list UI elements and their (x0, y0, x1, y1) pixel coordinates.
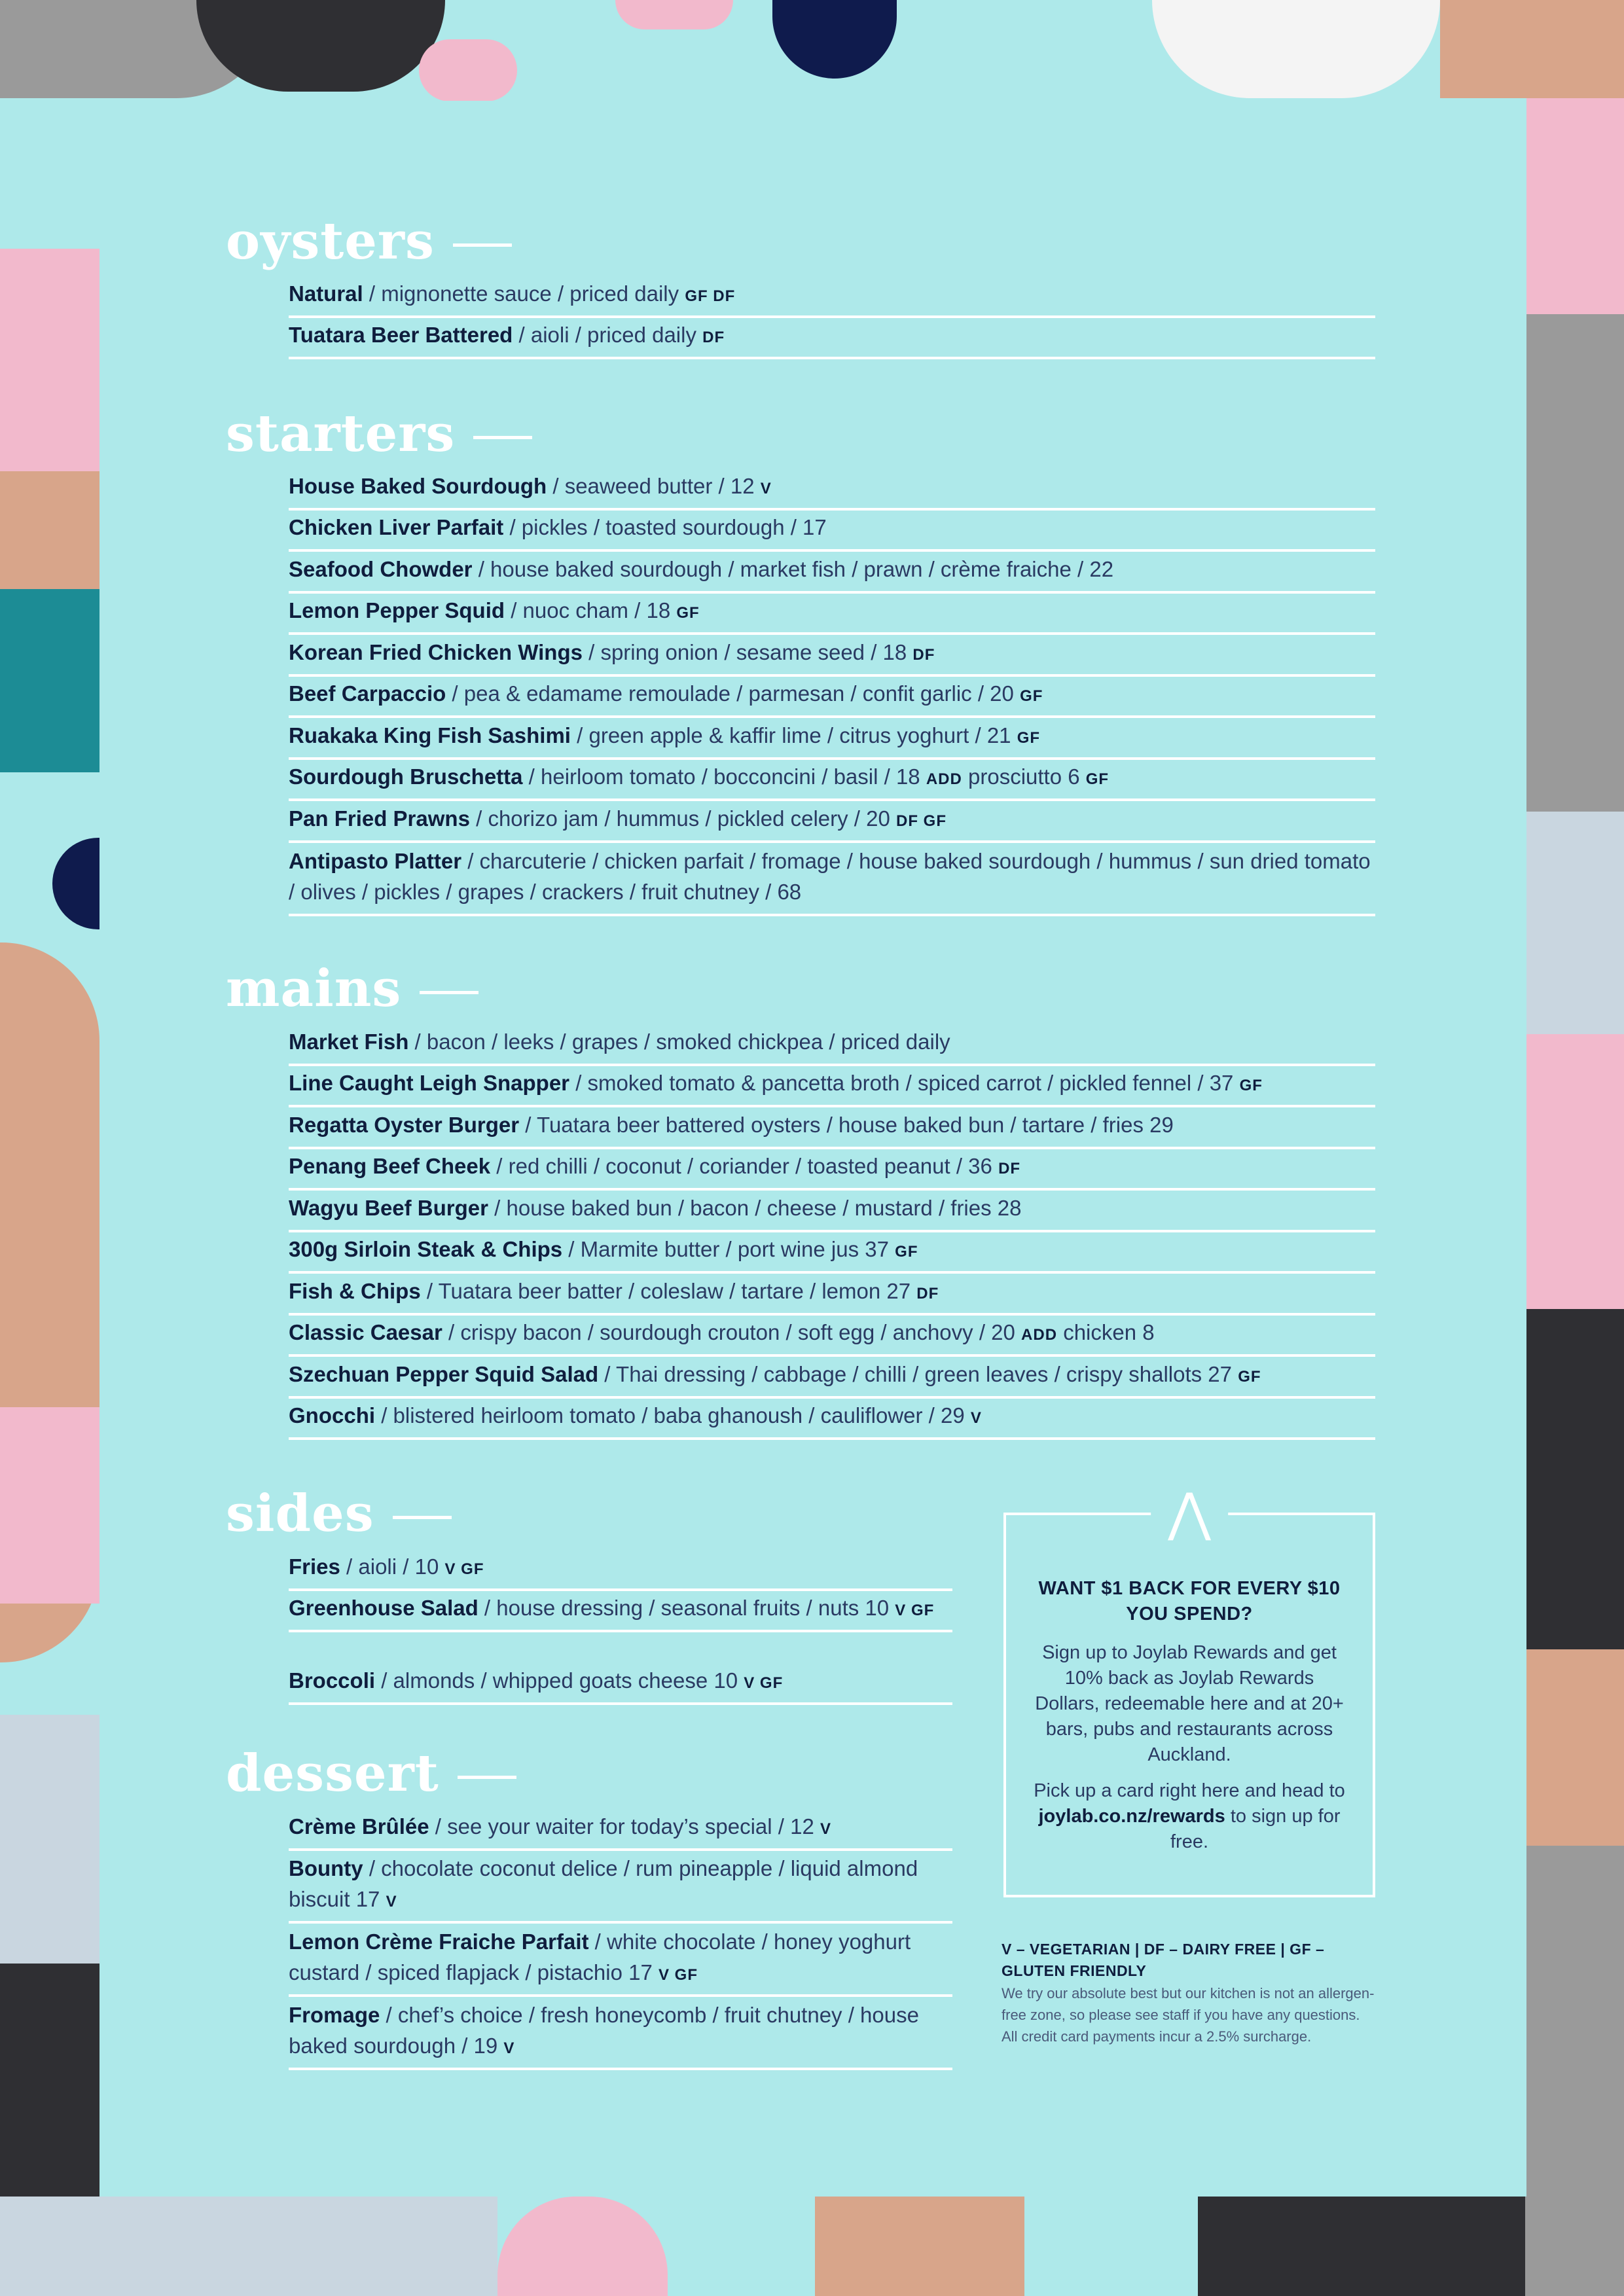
menu-item: Classic Caesar / crispy bacon / sourdough crouton / soft egg / anchovy / 20 ADD chicken 8 (289, 1317, 1375, 1357)
menu-item: Lemon Pepper Squid / nuoc cham / 18 GF (289, 595, 1375, 635)
menu-item: 300g Sirloin Steak & Chips / Marmite butter / port wine jus 37 GF (289, 1234, 1375, 1274)
menu-item: Greenhouse Salad / house dressing / seasonal fruits / nuts 10 V GF (289, 1592, 952, 1632)
menu-item: Natural / mignonette sauce / priced daily GF DF (289, 278, 1375, 318)
rewards-promo-box (1003, 1482, 1375, 1897)
menu-item: Tuatara Beer Battered / aioli / priced daily DF (289, 319, 1375, 359)
menu-item: Szechuan Pepper Squid Salad / Thai dressing / cabbage / chilli / green leaves / crispy shallots 27 GF (289, 1359, 1375, 1399)
section-title-starters: starters (226, 408, 532, 459)
menu-item: Penang Beef Cheek / red chilli / coconut / coriander / toasted peanut / 36 DF (289, 1151, 1375, 1191)
dietary-legend: V – VEGETARIAN | DF – DAIRY FREE | GF – GLUTEN FRIENDLY (1001, 1941, 1325, 1979)
menu-item: Broccoli / almonds / whipped goats cheese 10 V GF (289, 1665, 952, 1705)
title-dash (458, 1776, 516, 1779)
section-title-mains: mains (226, 963, 478, 1014)
allergen-disclaimer: We try our absolute best but our kitchen is not an allergen-free zone, so please see staff if you have any questions. All credit card payments incur a 2.5% surcharge. (1001, 1985, 1375, 2045)
menu-item: Regatta Oyster Burger / Tuatara beer battered oysters / house baked bun / tartare / fries 29 (289, 1109, 1375, 1149)
menu-item: Seafood Chowder / house baked sourdough / market fish / prawn / crème fraiche / 22 (289, 554, 1375, 594)
menu-item: Fish & Chips / Tuatara beer batter / coleslaw / tartare / lemon 27 DF (289, 1276, 1375, 1316)
menu-item: House Baked Sourdough / seaweed butter / 12 V (289, 471, 1375, 511)
section-title-oysters: oysters (226, 216, 512, 267)
section-title-dessert: dessert (226, 1748, 516, 1799)
title-dash (420, 991, 478, 994)
rewards-link[interactable]: joylab.co.nz/rewards (1038, 1806, 1225, 1827)
menu-item: Beef Carpaccio / pea & edamame remoulade / parmesan / confit garlic / 20 GF (289, 678, 1375, 718)
menu-item: Chicken Liver Parfait / pickles / toasted sourdough / 17 (289, 512, 1375, 552)
menu-item: Wagyu Beef Burger / house baked bun / bacon / cheese / mustard / fries 28 (289, 1193, 1375, 1232)
menu-item: Bounty / chocolate coconut delice / rum pineapple / liquid almond biscuit 17 V (289, 1853, 952, 1924)
title-dash (473, 436, 532, 439)
joylab-logo-icon: ⋀ (1151, 1486, 1228, 1539)
menu-item: Crème Brûlée / see your waiter for today’s special / 12 V (289, 1811, 952, 1851)
title-dash (453, 243, 512, 247)
menu-item: Market Fish / bacon / leeks / grapes / smoked chickpea / priced daily (289, 1026, 1375, 1066)
menu-item: Lemon Crème Fraiche Parfait / white chocolate / honey yoghurt custard / spiced flapjack / pistachio 17 V GF (289, 1926, 952, 1997)
promo-call-to-action: Pick up a card right here and head to joylab.co.nz/rewards to sign up for free. (1034, 1780, 1345, 1852)
menu-item: Antipasto Platter / charcuterie / chicken parfait / fromage / house baked sourdough / hummus / sun dried tomato / olives / pickles / grapes / crackers / fruit chutney / 68 (289, 846, 1375, 916)
promo-heading: WANT $1 BACK FOR EVERY $10 YOU SPEND? (1038, 1578, 1341, 1624)
menu-item: Gnocchi / blistered heirloom tomato / baba ghanoush / cauliflower / 29 V (289, 1400, 1375, 1440)
menu-item: Line Caught Leigh Snapper / smoked tomato & pancetta broth / spiced carrot / pickled fennel / 37 GF (289, 1067, 1375, 1107)
menu-item: Ruakaka King Fish Sashimi / green apple & kaffir lime / citrus yoghurt / 21 GF (289, 720, 1375, 760)
menu-item: Fries / aioli / 10 V GF (289, 1551, 952, 1591)
section-title-sides: sides (226, 1488, 452, 1539)
menu-item: Korean Fried Chicken Wings / spring onion / sesame seed / 18 DF (289, 637, 1375, 677)
menu-item: Sourdough Bruschetta / heirloom tomato / bocconcini / basil / 18 ADD prosciutto 6 GF (289, 761, 1375, 801)
menu-item: Pan Fried Prawns / chorizo jam / hummus / pickled celery / 20 DF GF (289, 803, 1375, 843)
menu-item: Fromage / chef’s choice / fresh honeycomb / fruit chutney / house baked sourdough / 19 V (289, 2000, 952, 2070)
title-dash (393, 1516, 452, 1519)
promo-body: Sign up to Joylab Rewards and get 10% back as Joylab Rewards Dollars, redeemable here and at 20+ bars, pubs and restaurants across Auckland. (1035, 1642, 1344, 1765)
